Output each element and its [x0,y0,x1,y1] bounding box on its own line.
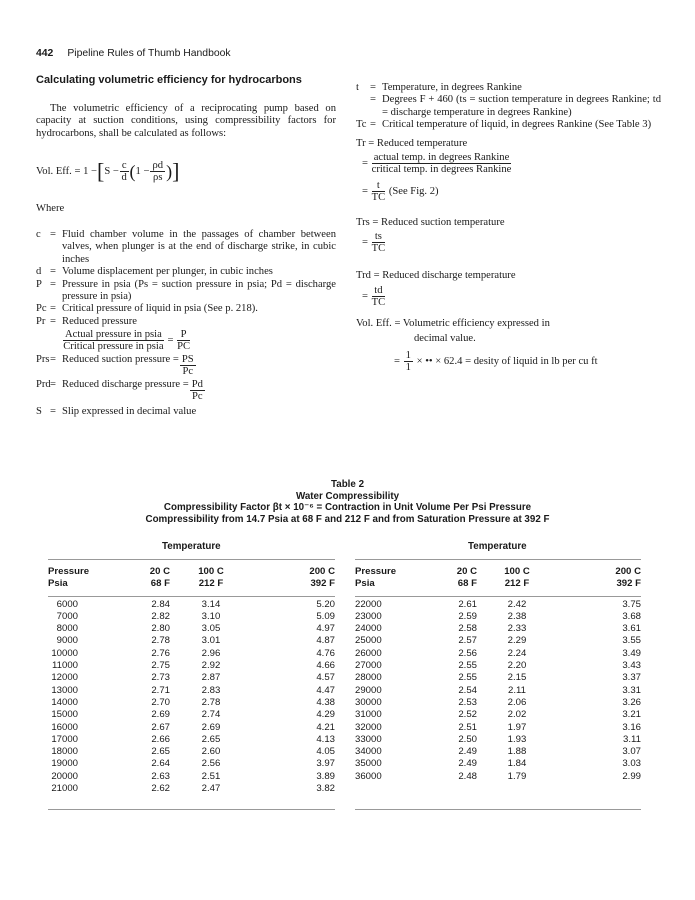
table-cell: 3.82 [316,783,335,795]
table-row [355,685,641,697]
table-row [355,697,641,709]
table-cell: 4.57 [316,672,335,684]
table-cell: 2.65 [151,746,170,758]
table-row [48,697,335,709]
table-row [355,672,641,684]
book-title: Pipeline Rules of Thumb Handbook [67,48,231,59]
header-row [48,578,335,590]
table-cell: 3.07 [622,746,641,758]
header-row [48,566,335,578]
table-cell: 4.21 [316,721,335,733]
table-row [355,758,641,770]
column-header: 212 F [198,578,224,590]
table-row [355,623,641,635]
table-cell: 21000 [51,783,78,795]
table-cell: 2.71 [151,684,170,696]
column-header: 20 C [149,566,170,577]
table-cell: 1.79 [507,770,527,782]
table-cell: 3.26 [622,696,641,708]
table-cell: 17000 [51,733,78,745]
table-cell: 2.60 [201,746,221,758]
table-cell: 3.75 [622,598,641,610]
table-row [355,611,641,623]
table-cell: 2.51 [458,721,477,733]
compressibility-table-right [355,566,641,783]
den: critical temp. in degrees Rankine [371,164,512,176]
table-cell: 2.15 [507,672,527,684]
table-cell: 3.89 [316,770,335,782]
table-cell: 3.43 [622,660,641,672]
table-row [355,722,641,734]
def-prd: Prd = Reduced discharge pressure = $\frac{Pd}{Pc}$ [36,379,203,403]
table-cell: 29000 [355,684,382,696]
table-cell: 25000 [355,635,382,647]
pr-formula: Actual pressure in psia Critical pressure in psia = $\frac{P}{PC}$ [63,329,191,353]
sym: Prd [36,379,51,391]
def-c: c = Fluid chamber volume in the passages of chamber between valves, when plunger is at the end of discharge strike, in cubic inches [36,229,336,265]
one-over-one [404,350,413,373]
table-cell: 3.49 [622,647,641,659]
den: Pc [182,366,194,378]
den: ρs [153,172,163,183]
table-row [48,771,335,783]
c-over-d [120,160,129,183]
table-cell: 1.93 [507,733,527,745]
running-header [36,48,231,60]
table-cell: 2.69 [151,709,170,721]
table-cell: 3.10 [201,610,221,622]
den: TC [371,192,386,204]
tr-label: Tr = Reduced temperature [356,137,468,149]
ps-over-pc [180,354,196,377]
table-cell: 32000 [355,721,382,733]
table-cell: 2.49 [458,746,477,758]
column-header: 68 F [150,578,170,590]
compressibility-table-left [48,566,335,795]
column-header: Psia [48,578,68,590]
table-row [48,758,335,770]
def-t-degrees: = Degrees F + 460 (ts = suction temperature in degrees Rankine; td = discharge temperature in degrees Rankine) [370,94,661,118]
def-d: d = Volume displacement per plunger, in cubic inches [36,266,336,278]
table-cell: 28000 [355,672,382,684]
table-cell: 2.99 [622,770,641,782]
text: Reduced suction pressure = [62,354,179,366]
den: PC [177,341,191,353]
density-formula: = $\frac{1}{1}$ × •• × 62.4 = desity of liquid in lb per cu ft [394,349,598,373]
num: actual temp. in degrees Rankine [372,152,512,164]
density-ratio [150,160,165,183]
right-definitions [356,82,661,373]
table-cell: 10000 [51,647,78,659]
table-cell: 30000 [355,696,382,708]
table-row [48,722,335,734]
table-subtitle-2: Compressibility from 14.7 Psia at 68 F and 212 F and from Saturation Pressure at 392 F [145,513,550,525]
table-cell: 2.78 [201,696,221,708]
table-cell: 2.11 [508,684,526,696]
table-row [355,599,641,611]
table-cell: 2.57 [458,635,477,647]
table-cell: 1.88 [507,746,527,758]
ve-label: Vol. Eff. = Volumetric efficiency expressed in [356,317,550,329]
text: Critical temperature of liquid, in degrees Rankine (See Table 3) [382,119,652,131]
table-cell: 2.55 [458,660,477,672]
def-tc: Tc = Critical temperature of liquid, in degrees Rankine (See Table 3) [356,119,661,131]
den: TC [371,296,386,308]
p-over-pc [177,329,190,352]
table-row [48,660,335,672]
table-row [48,672,335,684]
sym: P [36,278,42,290]
table-cell: 3.01 [201,635,221,647]
table-cell: 2.24 [507,647,527,659]
table-cell: 2.52 [458,709,477,721]
table-cell: 2.73 [151,672,170,684]
num: td [372,285,386,297]
table-cell: 3.55 [622,635,641,647]
text: Pressure in psia (Ps = suction pressure in psia; Pd = discharge pressure in psia) [62,278,336,303]
text: Degrees F + 460 (ts = suction temperature in degrees Rankine; td = discharge temperature in degrees Rankine) [382,94,661,118]
formula-s: S − [104,165,119,177]
table-cell: 2.50 [458,733,477,745]
table-cell: 2.66 [151,733,170,745]
vol-eff-formula [36,160,179,183]
table-cell: 2.54 [458,684,477,696]
table-cell: 2.84 [151,598,170,610]
table-cell: 2.56 [458,647,477,659]
header-row [355,566,641,578]
table-cell: 3.68 [622,610,641,622]
table-cell: 12000 [51,672,78,684]
num: Actual pressure in psia [65,329,162,341]
den: Critical pressure in psia [63,341,164,353]
column-header: 200 C [615,566,641,577]
column-header: Psia [355,578,375,590]
temp-ratio [372,152,512,175]
def-t: t = Temperature, in degrees Rankine [356,82,661,94]
table-rule [48,559,335,560]
table-cell: 2.47 [201,783,221,795]
table-cell: 2.56 [201,758,221,770]
table-row [355,771,641,783]
text: Slip expressed in decimal value [62,406,197,418]
table-cell: 4.05 [316,746,335,758]
table-cell: 22000 [355,598,382,610]
table-cell: 2.74 [201,709,221,721]
sym: t [356,82,359,93]
table-row [48,783,335,795]
table-row [355,746,641,758]
table-row [48,635,335,647]
def-p: P = Pressure in psia (Ps = suction pressure in psia; Pd = discharge pressure in psia) [36,278,336,303]
table-number: Table 2 [330,479,365,490]
column-header: 212 F [504,578,530,590]
table-cell: 3.61 [622,623,641,635]
table-cell: 16000 [51,721,78,733]
table-row [355,660,641,672]
text: Fluid chamber volume in the passages of chamber between valves, when plunger is at the end of discharge strike, in cubic inches [62,229,336,265]
table-cell: 2.92 [201,660,221,672]
column-header: 68 F [457,578,477,590]
sym: Tc [356,119,367,131]
sym: d [36,266,42,278]
table-title: Water Compressibility [295,490,400,502]
table-cell: 2.63 [151,770,170,782]
pr-ratio [63,329,164,352]
text: Reduced discharge pressure = [62,379,189,391]
table-cell: 4.76 [316,647,335,659]
sym: c [36,229,41,240]
table-cell: 3.21 [622,709,641,721]
table-cell: 27000 [355,660,382,672]
ts-over-tc [372,231,386,254]
num: t [372,180,386,192]
def-pc: Pc = Critical pressure of liquid in psia (See p. 218). [36,303,336,315]
table-cell: 2.38 [507,610,527,622]
table-row [48,611,335,623]
table-cell: 18000 [51,746,78,758]
paren-open: ( [129,161,136,182]
column-header: 20 C [456,566,477,577]
table-row [48,623,335,635]
table-cell: 35000 [355,758,382,770]
table-caption [0,479,695,525]
table-cell: 2.61 [458,598,477,610]
temperature-group-header-right: Temperature [468,541,527,552]
page-number: 442 [36,48,54,59]
column-header: 200 C [309,566,335,577]
table-cell: 2.33 [507,623,527,635]
table-cell: 4.29 [316,709,335,721]
table-cell: 19000 [51,758,78,770]
table-subtitle: Compressibility Factor βt × 10⁻⁶ = Contraction in Unit Volume Per Psi Pressure [163,502,532,514]
tr-t-over-tc: = $\frac{t}{TC}$ (See Fig. 2) [362,180,439,204]
num: ts [372,231,386,243]
column-header: 392 F [310,578,335,590]
where-label: Where [36,203,65,214]
sym: Pc [36,303,47,315]
table-cell: 3.14 [201,598,221,610]
paren-close: ) [166,161,173,182]
table-cell: 2.82 [151,610,170,622]
table-cell: 2.48 [458,770,477,782]
table-cell: 15000 [51,709,78,721]
table-cell: 2.67 [151,721,170,733]
den: Pc [191,391,203,403]
table-cell: 2.65 [201,733,221,745]
table-cell: 3.03 [622,758,641,770]
table-cell: 20000 [51,770,78,782]
sym: S [36,406,42,418]
table-cell: 2.83 [201,684,221,696]
table-cell: 3.31 [622,684,641,696]
table-cell: 11000 [52,660,78,672]
table-row [355,709,641,721]
bracket-open: [ [97,158,105,184]
table-cell: 4.66 [316,660,335,672]
table-cell: 2.53 [458,696,477,708]
text: Volume displacement per plunger, in cubic inches [62,266,273,278]
fig-note: (See Fig. 2) [388,185,439,197]
table-cell: 4.38 [316,696,335,708]
table-cell: 2.29 [507,635,527,647]
table-cell: 2.76 [151,647,170,659]
left-definitions [36,229,336,419]
table-cell: 4.97 [316,623,335,635]
num: c [121,160,127,171]
def-pr: Pr = Reduced pressure [36,316,336,328]
intro-paragraph: The volumetric efficiency of a reciprocating pump based on capacity at suction conditions, using compressibility factors for hydrocarbons, shall be calculated as follows: [36,103,336,139]
table-cell: 9000 [56,635,78,647]
table-row [48,599,335,611]
table-cell: 8000 [56,623,78,635]
bracket-close: ] [172,158,180,184]
column-header: 100 C [504,566,530,577]
section-title: Calculating volumetric efficiency for hydrocarbons [36,74,302,86]
column-header: 100 C [198,566,224,577]
trd-formula: = $\frac{td}{TC}$ [362,284,386,308]
table-cell: 2.06 [507,696,527,708]
table-cell: 33000 [355,733,382,745]
table-rule [355,559,641,560]
trd-label: Trd = Reduced discharge temperature [356,270,516,282]
table-row [48,709,335,721]
text: Reduced pressure [62,315,138,327]
table-cell: 31000 [355,709,382,721]
table-cell: 3.16 [622,721,641,733]
table-cell: 2.75 [151,660,170,672]
table-cell: 5.09 [316,610,335,622]
table-cell: 6000 [56,598,78,610]
num: ρd [152,160,164,171]
table-cell: 2.58 [458,623,477,635]
num: PS [181,354,194,366]
temperature-group-header-left: Temperature [162,541,221,552]
table-cell: 2.20 [507,660,527,672]
trs-label: Trs = Reduced suction temperature [356,217,505,229]
formula-one: 1 − [135,165,150,177]
tr-ratio: = actual temp. in degrees Rankine critical temp. in degrees Rankine [362,152,512,176]
table-cell: 4.47 [316,684,335,696]
t-over-tc [372,180,386,203]
table-row [48,685,335,697]
table-row [48,734,335,746]
table-cell: 1.97 [507,721,527,733]
density-text: × •• × 62.4 = desity of liquid in lb per cu ft [416,355,598,367]
table-cell: 34000 [355,746,382,758]
ve-label2: decimal value. [414,333,476,345]
def-s: S = Slip expressed in decimal value [36,406,336,418]
num: 1 [405,349,411,361]
table-cell: 3.05 [201,623,221,635]
table-row [355,734,641,746]
table-cell: 4.13 [316,733,335,745]
trs-formula: = $\frac{ts}{TC}$ [362,231,386,255]
table-cell: 23000 [355,610,382,622]
table-row [355,635,641,647]
text: Critical pressure of liquid in psia (See p. 218). [62,303,258,315]
column-header: Pressure [48,566,90,577]
table-cell: 2.64 [151,758,170,770]
column-header: 392 F [616,578,641,590]
table-cell: 2.55 [458,672,477,684]
header-row [355,578,641,590]
table-cell: 2.02 [507,709,527,721]
text: Temperature, in degrees Rankine [382,82,522,93]
table-cell: 2.51 [201,770,221,782]
table-cell: 3.97 [316,758,335,770]
table-row [48,648,335,660]
den: d [121,172,127,183]
table-cell: 13000 [51,684,78,696]
table-cell: 5.20 [316,598,335,610]
table-cell: 2.96 [201,647,221,659]
table-cell: 36000 [355,770,382,782]
den: TC [371,243,386,255]
table-rule [355,809,641,810]
table-cell: 2.80 [151,623,170,635]
sym: Pr [36,315,46,327]
table-cell: 7000 [56,610,78,622]
pd-over-pc [190,379,205,402]
table-rule [48,809,335,810]
table-cell: 3.11 [623,733,641,745]
table-cell: 24000 [355,623,382,635]
table-cell: 1.84 [507,758,527,770]
table-cell: 2.70 [151,696,170,708]
td-over-tc [372,285,386,308]
den: 1 [405,361,411,373]
table-cell: 2.49 [458,758,477,770]
table-row [48,746,335,758]
table-cell: 3.37 [622,672,641,684]
formula-lhs: Vol. Eff. = 1 − [36,165,97,177]
column-header: Pressure [355,566,397,577]
table-row [355,648,641,660]
num: P [177,329,190,341]
table-cell: 2.87 [201,672,221,684]
table-cell: 26000 [355,647,382,659]
sym: Prs [36,354,50,366]
table-cell: 2.78 [151,635,170,647]
table-cell: 2.62 [151,783,170,795]
num: Pd [191,379,203,391]
table-cell: 4.87 [316,635,335,647]
table-cell: 2.42 [507,598,527,610]
table-cell: 2.59 [458,610,477,622]
def-prs: Prs = Reduced suction pressure = $\frac{PS}{Pc}$ [36,354,194,378]
table-cell: 2.69 [201,721,221,733]
table-cell: 14000 [51,696,78,708]
